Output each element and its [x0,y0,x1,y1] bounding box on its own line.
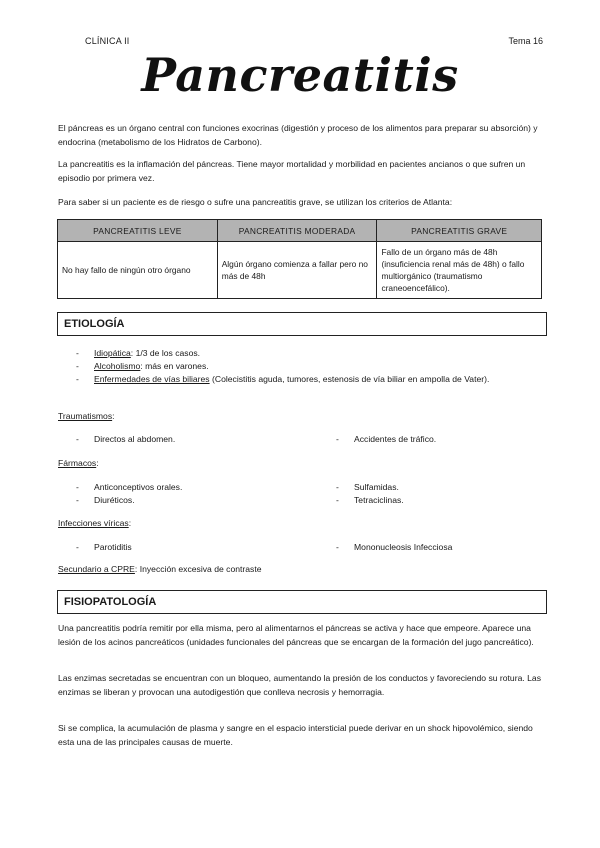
bullet-marker: - [336,495,339,505]
list-item: Anticonceptivos orales. [94,482,183,492]
list-item: Diuréticos. [94,495,135,505]
list-item [94,373,534,386]
bullet-marker: - [76,434,79,444]
list-item-text: : más en varones. [140,361,209,371]
list-item-term: Alcoholismo [94,361,141,371]
bullet-marker: - [336,542,339,552]
bullet-marker: - [76,542,79,552]
subheading-farmacos [58,457,99,470]
intro-paragraph-2: La pancreatitis es la inflamación del páncreas. Tiene mayor mortalidad y morbilidad en pacientes ancianos o que sufren un episodio por primera vez. [58,159,526,183]
fisio-paragraph-2: Las enzimas secretadas se encuentran con un bloqueo, aumentando la presión de los conductos y favoreciendo su rotura. Las enzimas se liberan y provocan una autodigestión que conlleva necrosis y hemorragia. [58,673,541,697]
bullet-marker: - [76,348,79,358]
list-item-text: (Colecistitis aguda, tumores, estenosis de vía biliar en ampolla de Vater). [209,374,490,384]
table-cell-moderada: Algún órgano comienza a fallar pero no más de 48h [217,242,377,299]
table-header-leve: PANCREATITIS LEVE [58,220,218,242]
fisio-paragraph-3: Si se complica, la acumulación de plasma y sangre en el espacio intersticial puede derivar en un shock hipovolémico, siendo esta una de las principales causas de muerte. [58,723,533,747]
list-item: Parotiditis [94,542,132,552]
table-header-row [58,220,542,242]
subheading-colon: : [128,518,132,528]
list-item: Tetraciclinas. [354,495,404,505]
section-heading-etiologia: ETIOLOGÍA [57,312,547,336]
list-item-term: Enfermedades de vías biliares [94,374,210,384]
subheading-colon: : [112,411,115,421]
bullet-marker: - [336,434,339,444]
bullet-marker: - [336,482,339,492]
subheading-label: Fármacos [58,458,97,468]
list-item: Directos al abdomen. [94,434,176,444]
list-item-text: : 1/3 de los casos. [130,348,201,358]
list-item: Accidentes de tráfico. [354,434,437,444]
header-course: CLÍNICA II [85,36,130,46]
subheading-text: : Inyección excesiva de contraste [134,564,262,574]
bullet-marker: - [76,482,79,492]
list-item-term: Idiopática [94,348,131,358]
atlanta-criteria-table [57,219,542,299]
table-header-moderada: PANCREATITIS MODERADA [217,220,377,242]
page-title: Pancreatitis [141,48,459,102]
subheading-label: Traumatismos [58,411,113,421]
list-item: Sulfamidas. [354,482,399,492]
subheading-label: Secundario a CPRE [58,564,135,574]
header-topic: Tema 16 [508,36,543,46]
section-heading-fisiopatologia: FISIOPATOLOGÍA [57,590,547,614]
subheading-traumatismos [58,410,115,423]
list-item [94,360,539,373]
list-item [94,347,539,360]
bullet-marker: - [76,361,79,371]
secundario-cpre [58,563,262,576]
bullet-marker: - [76,374,79,384]
table-row [58,242,542,299]
intro-paragraph-1: El páncreas es un órgano central con funciones exocrinas (digestión y proceso de los alimentos para preparar su absorción) y endocrina (metabolismo de los Hidratos de Carbono). [58,123,538,147]
table-cell-grave: Fallo de un órgano más de 48h (insuficiencia renal más de 48h) o fallo multiorgánico (traumatismo craneoencefálico). [377,242,542,299]
subheading-label: Infecciones víricas [58,518,129,528]
table-cell-leve: No hay fallo de ningún otro órgano [58,242,218,299]
intro-paragraph-3: Para saber si un paciente es de riesgo o sufre una pancreatitis grave, se utilizan los criterios de Atlanta: [58,197,453,207]
list-item: Mononucleosis Infecciosa [354,542,453,552]
subheading-colon: : [96,458,99,468]
bullet-marker: - [76,495,79,505]
table-header-grave: PANCREATITIS GRAVE [377,220,542,242]
subheading-infecciones [58,517,131,530]
fisio-paragraph-1: Una pancreatitis podría remitir por ella misma, pero al alimentarnos el páncreas se activa y hace que empeore. Aparece una lesión de los acinos pancreáticos (unidades funcionales del páncreas que se encargan de la formación del jugo pancreático). [58,623,534,647]
